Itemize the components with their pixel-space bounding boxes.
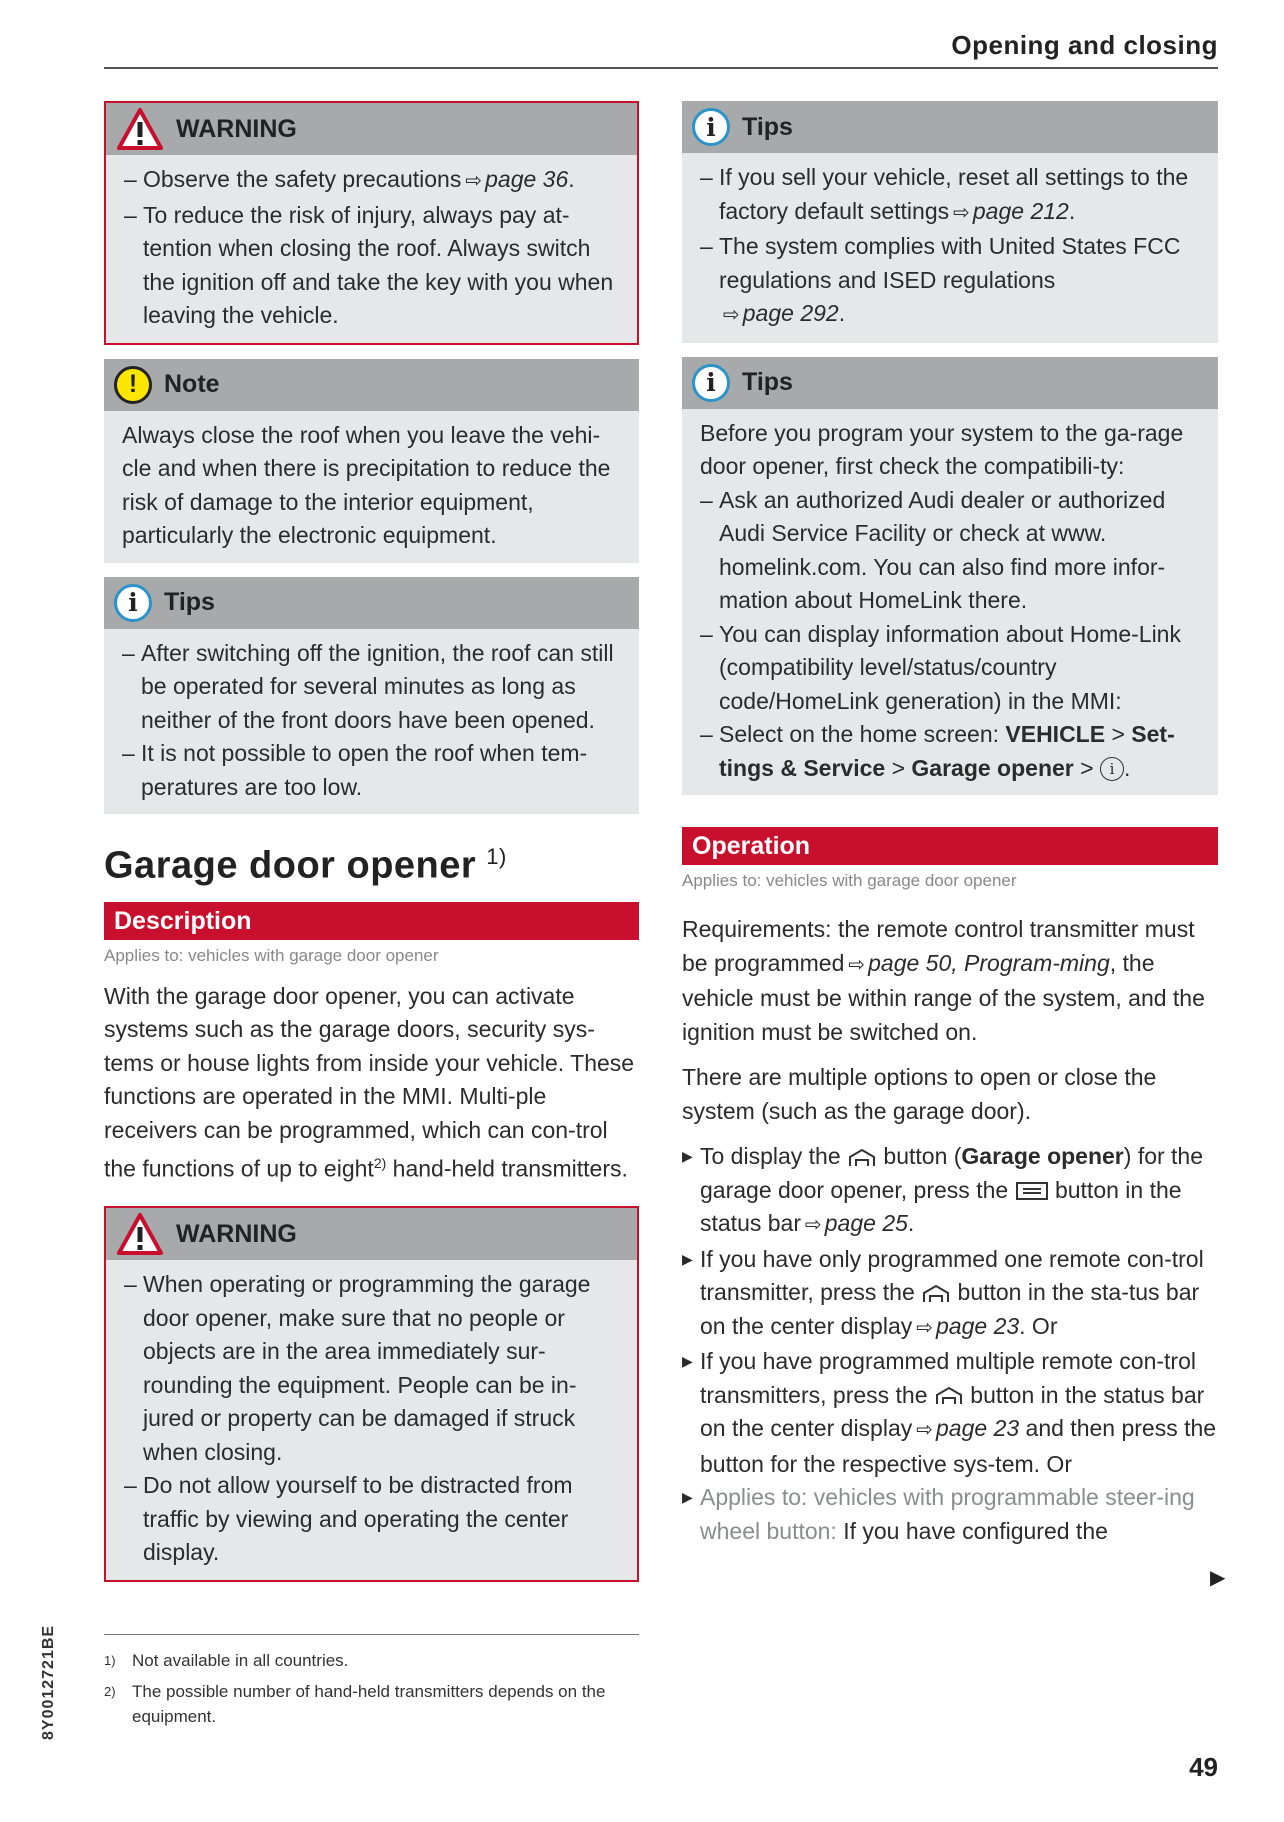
tips-box [682,357,1218,796]
item-text: The system complies with United States FCC regulations and ISED regulations [719,233,1181,293]
options-paragraph: There are multiple options to open or close the system (such as the garage door). [682,1064,1157,1124]
warning-title: WARNING [176,1219,297,1248]
list-item: – Ask an authorized Audi dealer or authorized Audi Service Facility or check at www. homelink.com. You can also find more infor-mation about HomeLink there. [700,484,1202,618]
note-text: Always close the roof when you leave the vehi-cle and when there is precipitation to reduce the risk of damage to the interior equipment, particularly the electronic equipment. [122,421,611,548]
tips-title: Tips [164,588,215,616]
exclamation-icon: ! [114,366,152,404]
menu-path-garage-opener: Garage opener [911,754,1074,781]
note-header [104,359,639,411]
section-title-text: Garage door opener [104,844,477,887]
applies-to-text: Applies to: vehicles with garage door opener [104,945,439,965]
arrow-ref-icon: ⇨ [953,201,970,224]
section-title [104,844,639,888]
menu-path-settings: Set-tings & Service [719,721,1175,781]
info-icon: i [692,108,730,146]
bullet-triangle-icon: ▶ [682,1148,693,1164]
garage-icon [921,1284,951,1304]
list-item: – The system complies with United States FCC regulations and ISED regulations ⇨ page 292. [700,233,1181,326]
path-separator: > [1105,721,1132,747]
item-text: If you have only programmed one remote con-trol transmitter, press the [700,1245,1204,1305]
page-number: 49 [1189,1752,1218,1782]
list-item: – Select on the home screen: VEHICLE > Set-tings & Service > Garage opener > i . [700,721,1175,781]
item-text: Select on the home screen: [719,721,1006,747]
list-item [682,1140,1218,1243]
tips-box [682,101,1218,343]
item-text: ) for the garage door opener, press the [700,1143,1204,1203]
page-reference-link[interactable]: page 23 [936,1415,1020,1441]
continue-arrow-icon: ▶ [1210,1567,1226,1589]
footnote-marker: 2) [373,1155,387,1172]
applies-to-inline: Applies to: vehicles with programmable steer-ing wheel button: [700,1484,1195,1544]
warning-triangle-icon [116,107,164,151]
paragraph-text: hand-held transmitters. [386,1155,628,1182]
arrow-ref-icon: ⇨ [916,1419,934,1441]
arrow-ref-icon: ⇨ [916,1316,934,1339]
item-tail: . [568,166,575,192]
paragraph-text: With the garage door opener, you can activate systems such as the garage doors, security sys-tems or house lights from inside your vehicle. These functions are operated in the MMI. Multi-ple receivers can be programmed, which can con-trol the functions of up to eight [104,982,635,1182]
item-text: To display the [700,1143,841,1169]
description-paragraph [104,980,639,1187]
item-text: button ( [877,1143,962,1169]
bullet-triangle-icon: ▶ [682,1353,693,1369]
path-separator: > [885,754,912,781]
page-reference-link[interactable]: page 50, Program-ming [868,949,1110,976]
circled-info-icon: i [1100,757,1124,781]
item-text: If you have programmed multiple remote con-trol transmitters, press the [700,1348,1196,1408]
left-column [104,101,639,1596]
list-item: – To reduce the risk of injury, always pay at-tention when closing the roof. Always switch the ignition off and take the key with you when leaving the vehicle. [124,199,621,333]
arrow-ref-icon: ⇨ [465,170,483,192]
tips-header [104,577,639,629]
warning-header [106,1208,637,1260]
garage-icon [847,1148,877,1168]
list-item: – After switching off the ignition, the roof can still be operated for several minutes as long as neither of the front doors have been opened. [122,637,623,738]
header-title: Opening and closing [951,30,1218,60]
item-text: button in the sta-tus bar on the center display [700,1279,1200,1339]
item-text: button in the status bar on the center display [700,1381,1205,1441]
footnote-mark: 2) [104,1684,116,1699]
list-item: – Do not allow yourself to be distracted from traffic by viewing and operating the center display. [124,1469,621,1570]
item-text: It is not possible to open the roof when tem-peratures are too low. [141,740,588,800]
tips-header [682,357,1218,409]
note-title: Note [164,370,220,398]
path-separator: > [1073,754,1100,781]
page-reference-link[interactable]: page 292 [742,300,839,326]
right-column [682,101,1218,1548]
footnote-text: The possible number of hand-held transmitters depends on the equipment. [132,1682,606,1726]
info-icon: i [114,584,152,622]
item-text: Ask an authorized Audi dealer or authorized Audi Service Facility or check at www. homelink.com. You can also find more infor-mation about HomeLink there. [719,486,1166,613]
document-code: 8Y0012721BE [40,1624,57,1740]
requirements-paragraph [682,913,1218,1049]
page-reference-link[interactable]: page 36 [485,166,569,192]
footnote [104,1648,639,1673]
applies-to-text: Applies to: vehicles with garage door opener [682,871,1017,890]
warning-title: WARNING [176,114,297,143]
page-reference-link[interactable]: page 25 [824,1210,908,1236]
footnote-divider [104,1634,639,1635]
item-text: button in the status bar [700,1176,1182,1236]
item-tail: . [907,1210,915,1236]
warning-box [104,101,639,345]
list-item [682,1243,1218,1346]
tips-title: Tips [742,112,793,141]
paragraph-text: , the vehicle must be within range of the system, and the ignition must be switched on. [682,949,1205,1045]
list-item: – You can display information about Home-Link (compatibility level/status/country code/HomeLink generation) in the MMI: [700,618,1202,719]
arrow-ref-icon: ⇨ [805,1214,822,1236]
tips-box [104,577,639,815]
item-text: Do not allow yourself to be distracted from traffic by viewing and operating the center display. [143,1472,573,1566]
item-tail: . [1123,754,1131,781]
warning-header [106,103,637,155]
garage-opener-label: Garage opener [961,1143,1124,1169]
page-reference-link[interactable]: page 212 [972,197,1069,224]
list-item: – When operating or programming the garage door opener, make sure that no people or objects are in the area immediately sur-rounding the equipment. People can be in-jured or property can be damaged if struck when closing. [124,1268,621,1469]
warning-triangle-icon [116,1212,164,1256]
item-text: If you have configured the [836,1517,1108,1544]
item-text: Observe the safety precautions [143,166,462,192]
operation-bar: Operation [682,827,1218,865]
description-bar: Description [104,902,639,940]
item-text: If you sell your vehicle, reset all settings to the factory default settings [719,164,1189,224]
list-item [682,1345,1218,1481]
garage-icon [934,1386,964,1406]
list-item: – Observe the safety precautions ⇨ page 36. [124,166,575,192]
item-tail: and then press the button for the respective sys-tem. Or [700,1415,1217,1477]
menu-path-vehicle: VEHICLE [1005,721,1106,747]
footnote-marker: 1) [486,844,507,869]
note-box [104,359,639,563]
list-item: – If you sell your vehicle, reset all settings to the factory default settings ⇨ page 212. [700,164,1189,224]
list-item [682,1481,1218,1548]
footnote [104,1679,639,1729]
tips-title: Tips [742,368,793,396]
item-text: You can display information about Home-Link (compatibility level/status/country code/HomeLink generation) in the MMI: [719,620,1181,714]
item-text: When operating or programming the garage door opener, make sure that no people or objects are in the area immediately sur-rounding the equipment. People can be in-jured or property can be damaged if struck when closing. [143,1271,591,1465]
menu-button-icon [1015,1181,1049,1201]
bullet-triangle-icon: ▶ [682,1250,693,1267]
list-item: – It is not possible to open the roof when tem-peratures are too low. [122,737,623,804]
warning-box [104,1206,639,1582]
footnote-text: Not available in all countries. [132,1651,349,1670]
bullet-triangle-icon: ▶ [682,1489,693,1505]
item-text: After switching off the ignition, the roof can still be operated for several minutes as long as neither of the front doors have been opened. [141,639,614,733]
item-tail: . Or [1019,1312,1058,1339]
item-text: To reduce the risk of injury, always pay at-tention when closing the roof. Always switch the ignition off and take the key with you when leaving the vehicle. [143,201,614,328]
tips-header [682,101,1218,153]
arrow-ref-icon: ⇨ [848,953,866,976]
tips-intro: Before you program your system to the ga-rage door opener, first check the compatibili-ty: [700,419,1184,479]
footnotes [104,1648,639,1735]
page-reference-link[interactable]: page 23 [936,1312,1020,1339]
info-icon: i [692,364,730,402]
paragraph-text: Requirements: the remote control transmitter must be programmed [682,916,1195,976]
arrow-ref-icon: ⇨ [723,304,740,326]
footnote-mark: 1) [104,1653,116,1668]
header-divider [104,67,1218,69]
